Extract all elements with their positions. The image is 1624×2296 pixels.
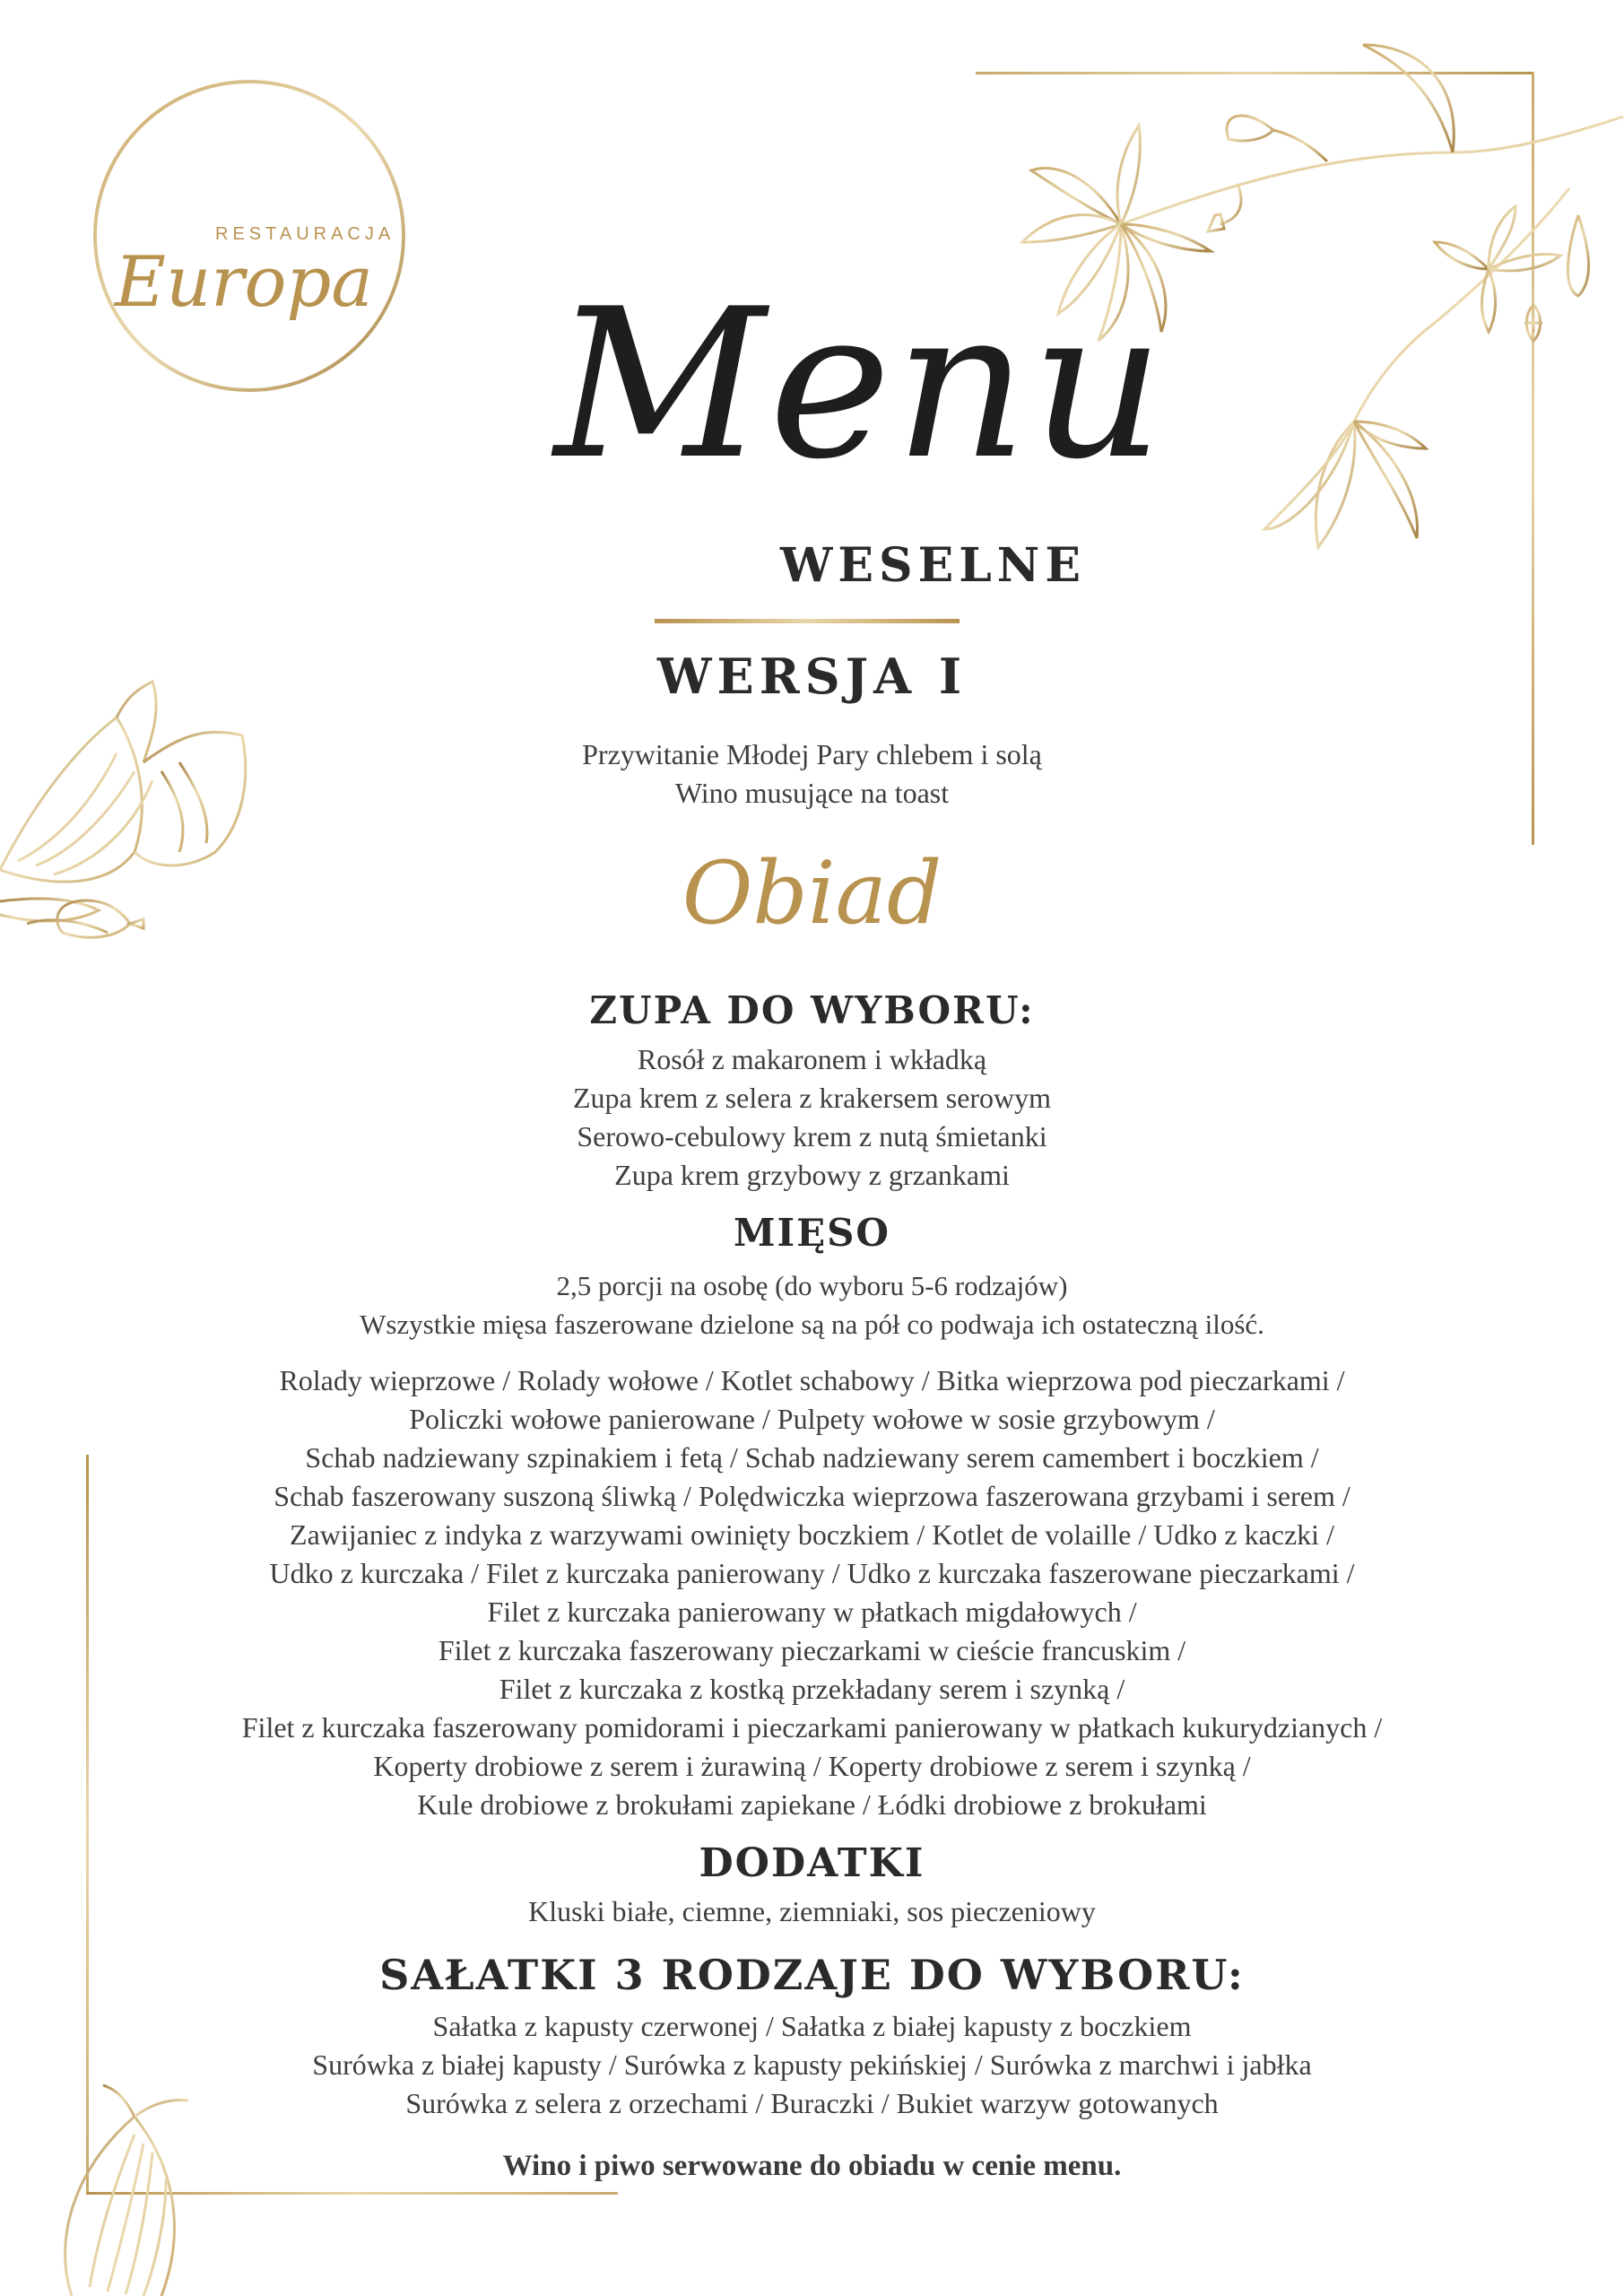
logo xyxy=(90,67,409,404)
meat-item: Udko z kurczaka / Filet z kurczaka panierowany / Udko z kurczaka faszerowane pieczarkami / xyxy=(269,1557,1355,1589)
meat-item: Zawijaniec z indyka z warzywami owinięty boczkiem / Kotlet de volaille / Udko z kaczki / xyxy=(290,1518,1334,1551)
salads-heading: SAŁATKI 3 RODZAJE DO WYBORU: xyxy=(379,1951,1245,1999)
meat-item: Policzki wołowe panierowane / Pulpety wołowe w sosie grzybowym / xyxy=(409,1403,1215,1435)
meat-item: Filet z kurczaka faszerowany pomidorami i pieczarkami panierowany w płatkach kukurydzianych / xyxy=(241,1711,1383,1744)
title-divider xyxy=(655,619,960,623)
intro-line: Przywitanie Młodej Pary chlebem i solą xyxy=(582,738,1042,770)
salads-item: Surówka z białej kapusty / Surówka z kapusty pekińskiej / Surówka z marchwi i jabłka xyxy=(312,2048,1312,2081)
soup-heading: ZUPA DO WYBORU: xyxy=(589,988,1035,1032)
sides-item: Kluski białe, ciemne, ziemniaki, sos pieczeniowy xyxy=(528,1895,1096,1927)
soup-item: Zupa krem grzybowy z grzankami xyxy=(614,1159,1010,1191)
meat-item: Rolady wieprzowe / Rolady wołowe / Kotlet schabowy / Bitka wieprzowa pod pieczarkami / xyxy=(279,1364,1345,1396)
meat-item: Schab faszerowany suszoną śliwką / Polędwiczka wieprzowa faszerowana grzybami i serem / xyxy=(274,1480,1350,1512)
menu-script-title: Menu xyxy=(554,265,1168,505)
intro-line: Wino musujące na toast xyxy=(674,777,950,809)
sides-heading: DODATKI xyxy=(699,1840,925,1886)
meat-item: Filet z kurczaka faszerowany pieczarkami w cieście francuskim / xyxy=(438,1634,1186,1666)
meat-item: Kule drobiowe z brokułami zapiekane / Łódki drobiowe z brokułami xyxy=(417,1788,1207,1821)
logo-small-text: RESTAURACJA xyxy=(215,224,395,244)
salads-item: Surówka z selera z orzechami / Buraczki / Bukiet warzyw gotowanych xyxy=(405,2087,1219,2119)
soup-item: Serowo-cebulowy krem z nutą śmietanki xyxy=(577,1120,1047,1152)
obiad-script-heading: Obiad xyxy=(682,843,942,944)
meat-note: Wszystkie mięsa faszerowane dzielone są na pół co podwaja ich ostateczną ilość. xyxy=(360,1309,1264,1340)
logo-script-text: Europa xyxy=(115,242,373,323)
salads-item: Sałatka z kapusty czerwonej / Sałatka z białej kapusty z boczkiem xyxy=(432,2010,1192,2042)
meat-heading: MIĘSO xyxy=(733,1211,891,1255)
meat-note: 2,5 porcji na osobę (do wyboru 5-6 rodzajów) xyxy=(556,1270,1068,1301)
soup-item: Zupa krem z selera z krakersem serowym xyxy=(572,1082,1052,1114)
meat-item: Filet z kurczaka z kostką przekładany serem i szynką / xyxy=(499,1673,1125,1705)
soup-item: Rosół z makaronem i wkładką xyxy=(637,1043,987,1075)
meat-item: Schab nadziewany szpinakiem i fetą / Schab nadziewany serem camembert i boczkiem / xyxy=(305,1441,1319,1474)
footer-note: Wino i piwo serwowane do obiadu w cenie menu. xyxy=(502,2150,1122,2182)
menu-subtitle: WESELNE xyxy=(780,538,1086,593)
version-heading: WERSJA I xyxy=(656,648,968,705)
meat-item: Filet z kurczaka panierowany w płatkach migdałowych / xyxy=(487,1596,1137,1628)
meat-item: Koperty drobiowe z serem i żurawiną / Koperty drobiowe z serem i szynką / xyxy=(373,1750,1251,1782)
